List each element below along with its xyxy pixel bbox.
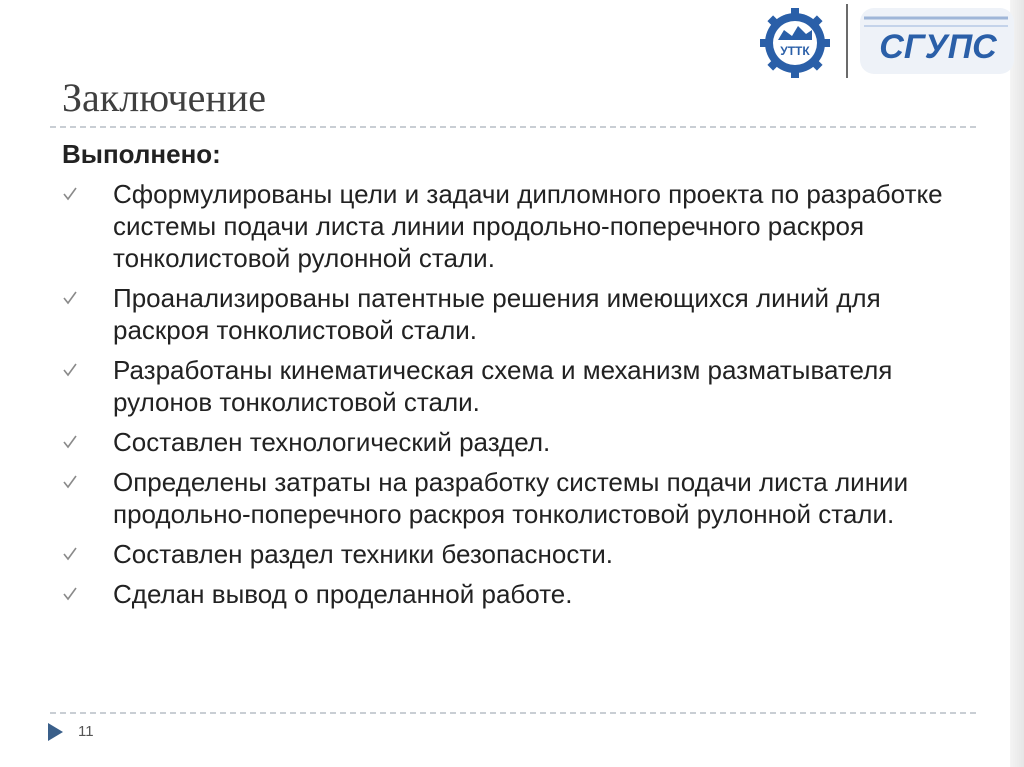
slide-edge-shadow [1010,0,1024,767]
list-item [62,354,962,418]
list-item [62,538,962,570]
check-icon [62,362,78,378]
list-item-text: Составлен раздел техники безопасности. [113,539,613,569]
triangle-arrow-icon [46,722,64,742]
sgups-logo [858,4,1016,78]
uttk-logo-text: УТТК [780,44,810,58]
footer-divider [50,712,976,714]
check-icon [62,546,78,562]
title-divider [50,126,976,128]
page-number: 11 [78,723,94,740]
sgups-logo-text: СГУПС [879,28,997,66]
list-item-text: Сформулированы цели и задачи дипломного проекта по разработке системы подачи листа линии продольно-поперечного раскроя тонколистовой рулонной стали. [113,179,943,273]
slide-title: Заключение [62,75,266,120]
check-icon [62,586,78,602]
list-item [62,578,962,610]
list-item-text: Проанализированы патентные решения имеющихся линий для раскроя тонколистовой стали. [113,283,881,345]
list-item-text: Определены затраты на разработку системы подачи листа линии продольно-поперечного раскроя тонколистовой рулонной стали. [113,467,909,529]
check-icon [62,186,78,202]
list-item-text: Сделан вывод о проделанной работе. [113,579,573,609]
list-item-text: Разработаны кинематическая схема и механизм разматывателя рулонов тонколистовой стали. [113,355,893,417]
done-label: Выполнено: [62,139,221,169]
list-item [62,282,962,346]
header-logos [748,0,1018,82]
conclusion-list [62,178,962,618]
check-icon [62,434,78,450]
check-icon [62,290,78,306]
list-item [62,466,962,530]
check-icon [62,474,78,490]
uttk-logo [758,6,832,80]
list-item-text: Составлен технологический раздел. [113,427,551,457]
logo-divider [846,4,848,78]
list-item [62,426,962,458]
list-item [62,178,962,274]
